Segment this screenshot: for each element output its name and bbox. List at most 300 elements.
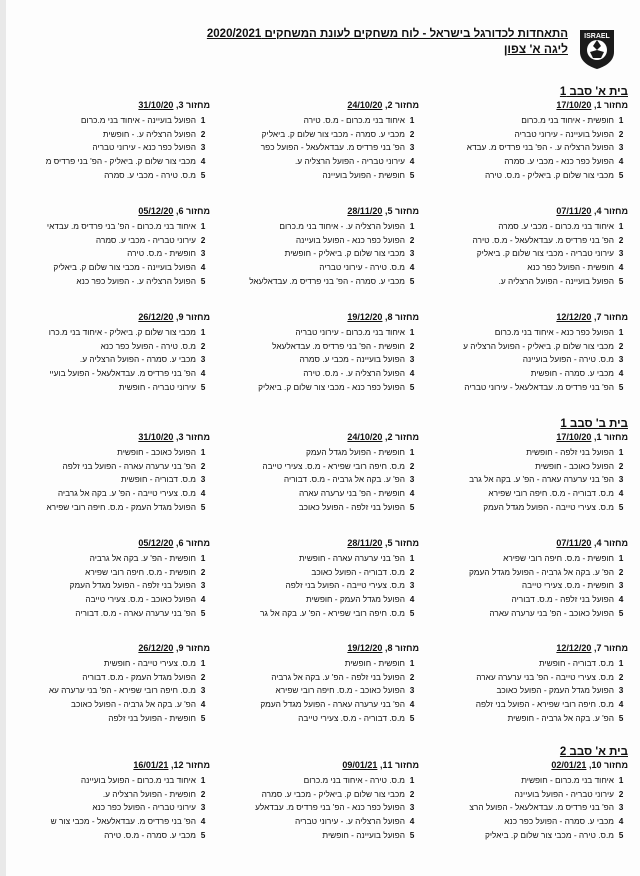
game-number: 1 [618,114,624,125]
game-matchup: מכבי צור שלום ק. ביאליק - איחוד בני מ.כרו [48,326,196,337]
game-matchup: חופשית - הפועל מגדל העמק [306,446,405,457]
game-number: 5 [409,502,415,513]
round-header [422,312,628,322]
game-matchup: הפועל הרצליה ע. - הפ' בני פרדיס מ. עבדא [466,142,614,153]
round-date: 24/10/20 [347,100,383,110]
game-number: 1 [200,552,206,563]
game-matchup: חופשית - הפ' בני ערערה עארה [298,488,405,499]
game-row [4,445,210,459]
game-number: 5 [409,276,415,287]
game-number: 1 [618,446,624,457]
game-matchup: חופשית - חופשית [344,657,405,668]
game-row [422,606,628,620]
round-block [4,312,210,394]
game-matchup: איחוד בני מ.כרום - עירוני טבריה [295,326,405,337]
game-matchup: הפועל כפר כנא - איחוד בני מ.כרום [494,326,614,337]
game-number: 2 [618,460,624,471]
game-row [422,579,628,593]
game-row [422,459,628,473]
round-header [213,206,419,216]
game-row [4,247,210,261]
ifa-logo-icon [576,26,618,70]
game-number: 1 [618,774,624,785]
game-number: 1 [200,446,206,457]
round-block [213,538,419,620]
game-matchup: מ.ס. טירה - מכבי צור שלום ק. ביאליק [485,830,614,841]
game-number: 3 [618,580,624,591]
game-number: 4 [409,699,415,710]
round-header [422,100,628,110]
game-matchup: חופשית - מ.ס. טירה [127,248,196,259]
game-row [4,592,210,606]
round-label: מחזור 11, [379,760,419,770]
game-matchup: הפ' בני ערערה עארה - הפועל מגדל העמק [260,699,405,710]
round-header [422,432,628,442]
game-matchup: עירוני טבריה - מכבי צור שלום ק. ביאליק [476,248,614,259]
game-number: 2 [618,340,624,351]
round-date: 12/12/20 [556,312,592,322]
game-number: 5 [618,276,624,287]
game-matchup: הפועל הרצליה ע. - עירוני טבריה [295,816,405,827]
game-matchup: הפ' ע. בקה אל גרביה - הפועל כאוכב [71,699,196,710]
game-row [4,697,210,711]
game-row [422,828,628,842]
game-matchup: הפ' ע. בקה אל גרביה - מ.ס. דבוריה [283,474,405,485]
game-matchup: הפ' בני פרדיס מ. עבדאלעאל - מכבי צור ש [50,816,196,827]
game-number: 1 [409,220,415,231]
game-number: 5 [409,713,415,724]
round-header [213,100,419,110]
round-header [422,538,628,548]
round-date: 19/12/20 [347,312,383,322]
game-row [213,828,419,842]
game-row [4,473,210,487]
game-matchup: עירוני טבריה - הפועל בועיינה [514,788,614,799]
game-number: 3 [618,142,624,153]
game-row [422,445,628,459]
game-number: 3 [409,142,415,153]
round-date: 16/01/21 [133,760,169,770]
game-number: 5 [618,502,624,513]
game-number: 3 [618,248,624,259]
round-header [4,760,210,770]
round-block [4,206,210,288]
game-row [4,113,210,127]
round-block [4,643,210,725]
game-matchup: איחוד בני מ.כרום - מ.ס. טירה [303,114,405,125]
game-number: 2 [618,671,624,682]
round-block [422,432,628,514]
game-matchup: הפועל מגדל העמק - הפועל כאוכב [496,685,614,696]
game-number: 3 [200,142,206,153]
game-matchup: חופשית - איחוד בני מ.כרום [521,114,614,125]
game-number: 2 [618,128,624,139]
game-number: 4 [618,488,624,499]
game-number: 4 [618,699,624,710]
round-date: 12/12/20 [556,643,592,653]
game-matchup: הפועל כפר כנא - מכבי ע. סמרה [504,156,614,167]
game-row [4,154,210,168]
game-matchup: חופשית - הפ' ע. בקה אל גרביה [89,552,196,563]
game-matchup: הפ' בני פרדיס מ. עבדאלעאל - הפועל הרצ [469,802,614,813]
game-row [422,274,628,288]
round-label: מחזור 6, [175,206,210,216]
game-matchup: מ.ס. טירה - מכבי ע. סמרה [104,170,196,181]
game-number: 3 [409,580,415,591]
game-number: 1 [409,326,415,337]
round-date: 31/10/20 [138,432,174,442]
game-matchup: חופשית - הפועל בני זלפה [108,713,196,724]
game-number: 1 [409,657,415,668]
game-number: 1 [618,326,624,337]
game-row [422,366,628,380]
game-row [4,656,210,670]
game-row [422,773,628,787]
round-label: מחזור 5, [384,538,419,548]
game-row [213,711,419,725]
game-matchup: הפועל כאוכב - מ.ס. צעירי טייבה [85,594,196,605]
round-label: מחזור 9, [175,312,210,322]
round-label: מחזור 3, [175,432,210,442]
round-block [213,100,419,182]
game-number: 3 [409,802,415,813]
game-row [213,565,419,579]
game-matchup: מ.ס. צעירי טייבה - הפועל מגדל העמק [483,502,614,513]
game-matchup: הפועל בועיינה - איחוד בני מ.כרום [80,114,196,125]
game-row [422,353,628,367]
round-label: מחזור 6, [175,538,210,548]
game-matchup: מ.ס. צעירי טייבה - הפ' ע. בקה אל גרביה [57,488,196,499]
round-label: מחזור 2, [384,100,419,110]
game-row [213,113,419,127]
round-label: מחזור 1, [593,432,628,442]
game-matchup: חופשית - מ.ס. חיפה רובי שפירא [503,552,614,563]
game-row [213,787,419,801]
game-matchup: הפועל כאוכב - הפ' בני ערערה עארה [489,608,614,619]
game-matchup: עירוני טבריה - מכבי ע. סמרה [95,234,196,245]
game-row [4,551,210,565]
game-matchup: מכבי ע. סמרה - הפועל הרצליה ע. [79,354,196,365]
game-number: 1 [200,774,206,785]
game-number: 3 [618,354,624,365]
game-number: 4 [200,368,206,379]
game-matchup: מ.ס. צעירי טייבה - הפ' בני ערערה עארה [476,671,614,682]
game-matchup: הפ' בני ערערה עארה - מ.ס. דבוריה [75,608,196,619]
game-row [213,551,419,565]
round-block [213,643,419,725]
page-header [108,28,568,56]
game-row [422,711,628,725]
game-number: 5 [200,713,206,724]
game-row [4,486,210,500]
game-row [4,141,210,155]
game-number: 4 [618,368,624,379]
game-row [213,801,419,815]
game-matchup: מ.ס. חיפה רובי שפירא - מ.ס. צעירי טייבה [262,460,405,471]
round-header [4,100,210,110]
game-matchup: מכבי ע. סמרה - חופשית [530,368,614,379]
section-title: בית א' סבב 2 [559,746,628,758]
game-row [4,339,210,353]
round-header [422,760,628,770]
game-matchup: מ.ס. חיפה רובי שפירא - הפועל בני זלפה [475,699,614,710]
round-block [4,760,210,842]
game-matchup: הפועל בני זלפה - מ.ס. דבוריה [511,594,614,605]
game-number: 1 [200,220,206,231]
game-row [4,233,210,247]
game-number: 2 [409,566,415,577]
game-matchup: חופשית - הפ' בני פרדיס מ. עבדאלעאל [272,340,405,351]
game-matchup: מ.ס. דבוריה - חופשית [120,474,196,485]
game-matchup: איחוד בני מ.כרום - הפועל בועיינה [80,774,196,785]
game-number: 4 [409,816,415,827]
game-row [422,592,628,606]
game-number: 4 [200,156,206,167]
game-matchup: הפ' בני ערערה עארה - הפ' ע. בקה אל גרב [469,474,614,485]
game-matchup: הפועל מגדל העמק - חופשית [306,594,405,605]
game-matchup: הפועל בני זלפה - הפועל מגדל העמק [69,580,196,591]
game-row [4,500,210,514]
game-matchup: איחוד בני מ.כרום - מכבי ע. סמרה [498,220,614,231]
game-matchup: איחוד בני מ.כרום - חופשית [521,774,614,785]
game-row [4,459,210,473]
game-number: 2 [200,340,206,351]
game-row [422,154,628,168]
round-label: מחזור 12, [170,760,210,770]
game-row [4,579,210,593]
game-row [4,787,210,801]
game-number: 3 [618,474,624,485]
game-number: 2 [409,128,415,139]
game-number: 3 [200,354,206,365]
game-number: 2 [200,788,206,799]
game-number: 4 [200,262,206,273]
game-row [4,801,210,815]
game-number: 2 [200,128,206,139]
game-number: 1 [200,657,206,668]
game-row [422,697,628,711]
game-matchup: הפועל בועיינה - מכבי צור שלום ק. ביאליק [53,262,196,273]
game-row [422,670,628,684]
game-number: 1 [618,552,624,563]
game-number: 4 [618,156,624,167]
game-matchup: חופשית - מ.ס. צעירי טייבה [521,580,614,591]
game-row [422,127,628,141]
game-row [4,565,210,579]
game-row [4,684,210,698]
game-number: 5 [200,170,206,181]
game-matchup: מ.ס. דבוריה - חופשית [538,657,614,668]
round-header [422,206,628,216]
game-row [422,141,628,155]
round-label: מחזור 2, [384,432,419,442]
game-matchup: הפועל כאוכב - מ.ס. חיפה רובי שפירא [275,685,405,696]
game-row [4,606,210,620]
game-row [4,670,210,684]
game-matchup: הפועל מגדל העמק - מ.ס. חיפה רובי שפירא [46,502,196,513]
game-number: 4 [409,368,415,379]
game-row [213,380,419,394]
round-block [422,312,628,394]
game-matchup: מ.ס. צעירי טייבה - הפועל בני זלפה [285,580,405,591]
section-title: בית א' סבב 1 [559,86,628,98]
round-label: מחזור 9, [175,643,210,653]
game-row [213,606,419,620]
game-matchup: הפועל בני זלפה - חופשית [526,446,614,457]
game-row [422,380,628,394]
game-matchup: מ.ס. טירה - הפועל כפר כנא [100,340,196,351]
game-number: 2 [200,566,206,577]
round-label: מחזור 8, [384,312,419,322]
round-date: 07/11/20 [556,206,592,216]
game-row [213,260,419,274]
game-matchup: מכבי צור שלום ק. ביאליק - הפועל הרצליה ע [463,340,614,351]
game-row [213,579,419,593]
game-row [422,486,628,500]
game-matchup: הפועל כאוכב - חופשית [117,446,196,457]
game-row [213,592,419,606]
game-number: 1 [618,220,624,231]
game-number: 1 [200,114,206,125]
game-number: 3 [618,802,624,813]
game-row [213,366,419,380]
game-row [4,274,210,288]
game-row [4,814,210,828]
game-row [213,127,419,141]
round-block [422,538,628,620]
round-date: 24/10/20 [347,432,383,442]
game-matchup: חופשית - מ.ס. חיפה רובי שפירא [85,566,196,577]
game-matchup: מ.ס. דבוריה - מ.ס. חיפה רובי שפירא [488,488,614,499]
game-number: 4 [409,488,415,499]
game-number: 3 [409,248,415,259]
round-date: 26/12/20 [138,643,174,653]
game-number: 5 [200,382,206,393]
game-row [213,445,419,459]
game-number: 2 [618,234,624,245]
game-number: 3 [409,685,415,696]
game-matchup: הפועל כפר כנא - הפועל בועיינה [295,234,405,245]
round-label: מחזור 8, [384,643,419,653]
game-row [4,325,210,339]
game-row [422,814,628,828]
game-row [422,500,628,514]
game-row [213,459,419,473]
game-matchup: חופשית - הפועל כפר כנא [527,262,614,273]
game-matchup: הפועל מגדל העמק - מ.ס. דבוריה [82,671,196,682]
game-number: 2 [409,234,415,245]
game-matchup: הפועל הרצליה ע. - הפועל כפר כנא [76,276,196,287]
game-number: 2 [200,671,206,682]
game-row [213,697,419,711]
game-number: 4 [200,816,206,827]
round-header [213,432,419,442]
game-matchup: מכבי צור שלום ק. ביאליק - מכבי ע. סמרה [261,788,405,799]
game-number: 4 [618,262,624,273]
game-matchup: הפועל בועיינה - הפועל הרצליה ע. [498,276,614,287]
game-row [213,486,419,500]
round-header [422,643,628,653]
game-matchup: עירוני טבריה - חופשית [118,382,196,393]
game-row [4,219,210,233]
game-row [4,366,210,380]
round-block [213,312,419,394]
round-date: 28/11/20 [347,538,383,548]
round-header [4,643,210,653]
game-matchup: מכבי ע. סמרה - מ.ס. טירה [104,830,196,841]
game-number: 2 [409,788,415,799]
round-block [422,206,628,288]
game-row [213,500,419,514]
round-label: מחזור 3, [175,100,210,110]
round-block [4,538,210,620]
game-number: 4 [200,699,206,710]
game-row [422,113,628,127]
game-row [4,773,210,787]
game-number: 3 [200,685,206,696]
game-row [213,233,419,247]
game-matchup: מכבי ע. סמרה - הפועל כפר כנא [504,816,614,827]
game-number: 5 [200,502,206,513]
game-number: 5 [200,276,206,287]
game-row [422,656,628,670]
round-header [213,760,419,770]
game-matchup: מ.ס. חיפה רובי שפירא - הפ' ע. בקה אל גר [259,608,405,619]
round-block [422,100,628,182]
round-date: 02/01/21 [551,760,587,770]
game-number: 4 [618,816,624,827]
game-matchup: הפ' ע. בקה אל גרביה - חופשית [507,713,614,724]
game-number: 1 [409,446,415,457]
game-matchup: מכבי ע. סמרה - הפ' בני פרדיס מ. עבדאלעאל [249,276,405,287]
game-number: 2 [618,566,624,577]
round-label: מחזור 7, [593,643,628,653]
game-row [213,814,419,828]
game-row [422,233,628,247]
game-matchup: מכבי ע. סמרה - מכבי צור שלום ק. ביאליק [261,128,405,139]
game-matchup: מ.ס. טירה - איחוד בני מ.כרום [303,774,405,785]
section-title: בית ב' סבב 1 [560,418,628,430]
game-matchup: הפ' בני פרדיס מ. עבדאלעאל - הפועל בועיי [49,368,196,379]
round-block [422,760,628,842]
game-number: 3 [409,354,415,365]
game-row [422,801,628,815]
round-label: מחזור 5, [384,206,419,216]
game-matchup: מכבי צור שלום ק. ביאליק - מ.ס. טירה [485,170,614,181]
round-date: 26/12/20 [138,312,174,322]
game-matchup: מכבי צור שלום ק. ביאליק - הפ' בני פרדיס מ [45,156,196,167]
round-block [213,432,419,514]
game-number: 5 [618,382,624,393]
round-block [422,643,628,725]
game-row [422,168,628,182]
game-matchup: הפ' בני ערערה עארה - חופשית [298,552,405,563]
game-matchup: חופשית - הפועל הרצליה ע. [102,788,196,799]
game-number: 3 [200,474,206,485]
round-block [4,100,210,182]
round-label: מחזור 4, [593,206,628,216]
game-matchup: מכבי צור שלום ק. ביאליק - חופשית [284,248,405,259]
game-matchup: הפועל בועיינה - חופשית [322,830,405,841]
game-row [213,473,419,487]
game-number: 3 [200,248,206,259]
round-date: 17/10/20 [556,432,592,442]
game-number: 1 [200,326,206,337]
round-header [4,312,210,322]
game-number: 2 [618,788,624,799]
game-matchup: הפועל הרצליה ע. - איחוד בני מ.כרום [279,220,405,231]
game-row [422,247,628,261]
